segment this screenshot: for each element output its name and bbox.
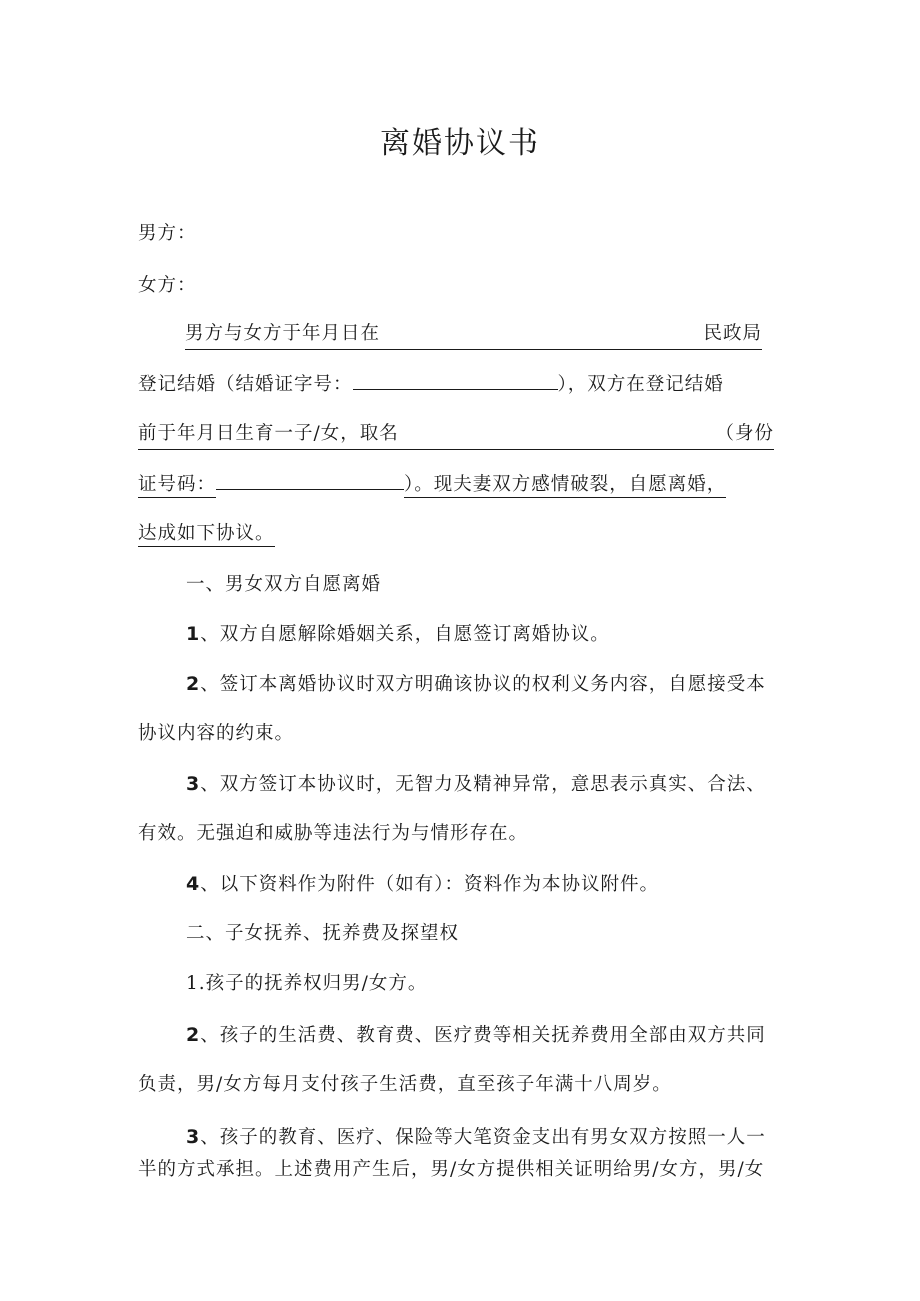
item-number: 1 xyxy=(186,623,201,645)
intro-line-2-start: 登记结婚（结婚证字号： xyxy=(138,374,353,395)
intro-line-5-text: 达成如下协议。 xyxy=(138,523,275,547)
intro-line-5 xyxy=(138,521,275,547)
intro-line-4-start: 证号码： xyxy=(138,474,216,498)
section2-heading: 二、子女抚养、抚养费及探望权 xyxy=(186,923,460,944)
item-number: 2 xyxy=(186,673,201,695)
intro-line-1-start: 男方与女方于年月日在 xyxy=(185,323,381,344)
intro-line-3-start: 前于年月日生育一子/女，取名 xyxy=(138,423,399,444)
intro-line-4-end: ）。现夫妻双方感情破裂，自愿离婚， xyxy=(404,474,726,498)
section1-item4 xyxy=(186,871,659,898)
intro-line-3 xyxy=(138,421,774,450)
intro-line-1-end: 民政局 xyxy=(703,323,762,344)
section1-item2-continuation: 协议内容的约束。 xyxy=(138,723,295,744)
party-female-label: 女方： xyxy=(138,275,197,296)
item-text: 、孩子的教育、医疗、保险等大笔资金支出有男女双方按照一人一 xyxy=(200,1127,766,1148)
item-text: 、以下资料作为附件（如有）：资料作为本协议附件。 xyxy=(200,874,659,895)
section1-item2 xyxy=(186,671,766,698)
id-number-blank xyxy=(216,471,404,490)
party-male-label: 男方： xyxy=(138,223,197,244)
item-number: 2 xyxy=(186,1024,201,1046)
intro-line-2 xyxy=(138,371,724,398)
section2-item1: 1.孩子的抚养权归男/女方。 xyxy=(186,973,428,994)
section2-item2-continuation: 负责，男/女方每月支付孩子生活费，直至孩子年满十八周岁。 xyxy=(138,1074,672,1095)
document-title: 离婚协议书 xyxy=(380,126,540,161)
section2-item3 xyxy=(186,1124,766,1151)
item-text: 、双方签订本协议时，无智力及精神异常，意思表示真实、合法、 xyxy=(200,774,766,795)
item-number: 3 xyxy=(186,1126,201,1148)
item-text: 、孩子的生活费、教育费、医疗费等相关抚养费用全部由双方共同 xyxy=(200,1025,766,1046)
item-text: 、双方自愿解除婚姻关系，自愿签订离婚协议。 xyxy=(200,624,610,645)
section1-item3 xyxy=(186,771,766,798)
section1-heading: 一、男女双方自愿离婚 xyxy=(186,574,382,595)
item-text: 、签订本离婚协议时双方明确该协议的权利义务内容，自愿接受本 xyxy=(200,674,766,695)
certificate-number-blank xyxy=(353,371,558,390)
intro-line-1 xyxy=(185,321,762,350)
section2-item3-continuation: 半的方式承担。上述费用产生后，男/女方提供相关证明给男/女方，男/女 xyxy=(138,1159,765,1180)
section1-item3-continuation: 有效。无强迫和威胁等违法行为与情形存在。 xyxy=(138,823,529,844)
section1-item1 xyxy=(186,621,610,648)
intro-line-3-end: （身份 xyxy=(715,423,774,444)
item-number: 3 xyxy=(186,773,201,795)
intro-line-2-end: ），双方在登记结婚 xyxy=(557,374,724,395)
section2-item2 xyxy=(186,1022,766,1049)
item-number: 4 xyxy=(186,873,201,895)
intro-line-4 xyxy=(138,471,726,498)
